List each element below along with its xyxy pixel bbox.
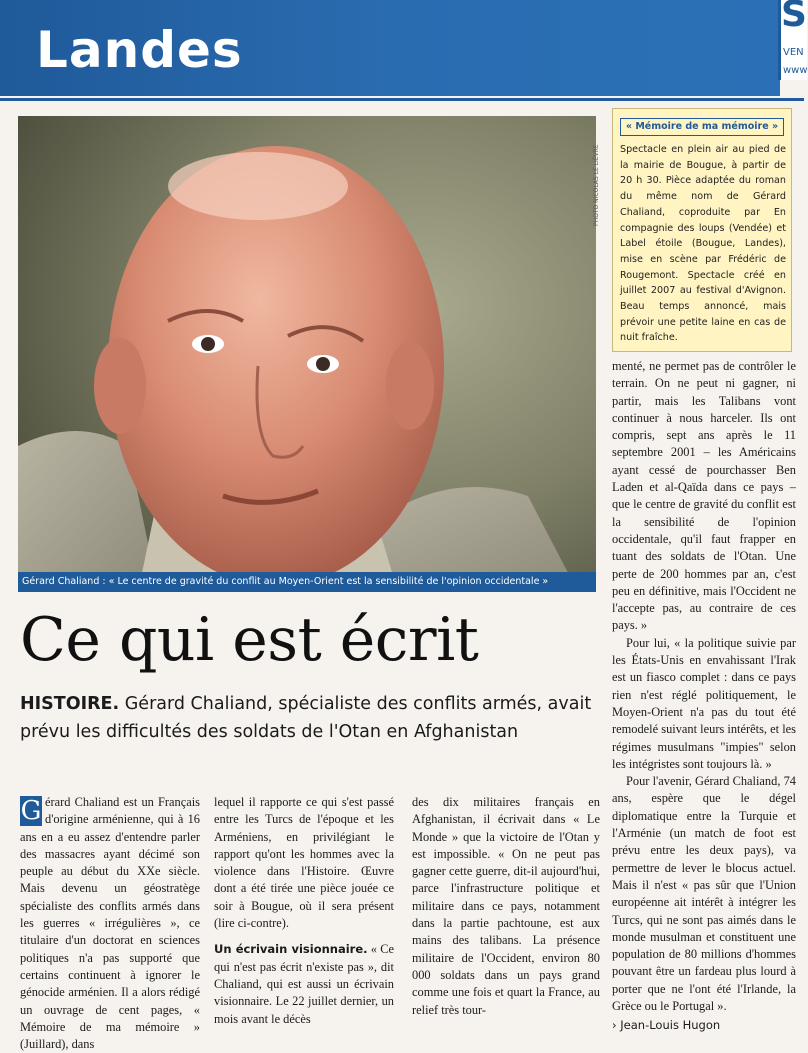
caption-quote: « Le centre de gravité du conflit au Moyen-Orient est la sensibilité de l'opinion occidentale » — [108, 576, 549, 587]
body-column-4 — [612, 358, 796, 1035]
col3-paragraph: des dix militaires français en Afghanistan, il écrivait dans « Le Monde » que la victoire de l'Otan y est impossible. « On ne peut pas gagner cette guerre, dit-il aujourd'hui, parce l'infrastructure politique et militaire dans ce pays, notamment dans la partie pachtoune, est aux mains des talibans. La présence militaire de l'Occident, environ 80 000 soldats dans un pays grand comme une fois et quart la France, au relief très tour- — [412, 795, 600, 1017]
runin-heading: Un écrivain visionnaire. — [214, 942, 368, 957]
event-info-title: « Mémoire de ma mémoire » — [620, 118, 784, 136]
event-info-body: Spectacle en plein air au pied de la mairie de Bougue, à partir de 20 h 30. Pièce adaptée du roman du même nom de Gérard Chaliand, coproduite par En compagnie des loups (Vendée) et Label étoile (Bougue, Landes), mise en scène par Frédéric de Rougemont. Spectacle créé en juillet 2007 au festival d'Avignon. Beau temps annoncé, mais prévoir une petite laine en cas de nuit fraîche. — [620, 144, 786, 344]
corner-line-2: www — [783, 65, 808, 76]
corner-line-1: VEN — [783, 47, 804, 58]
col2-text: « Ce qui n'est pas écrit n'existe pas », dit Chaliand, qui est aussi un écrivain visionnaire. Le 22 juillet dernier, un mois avant le décès — [214, 942, 394, 1026]
body-column-1 — [20, 794, 200, 1053]
body-column-2 — [214, 794, 394, 1028]
photo-caption — [18, 572, 596, 592]
photo-credit: PHOTO NICOLAS LE LIÈVRE — [593, 144, 600, 226]
portrait-photo — [18, 116, 596, 592]
col1-text: érard Chaliand est un Français d'origine arménienne, qui à 16 ans en a eu assez d'entendre parler des massacres ayant décimé son peuple au début du XXe siècle. Mais devenu un géostratège spécialiste des conflits armés dans les guerres « irrégulières », ce titulaire d'un doctorat en sciences politiques n'a pas supporté que certains continuent à ignorer le génocide arménien. Il a alors rédigé un ouvrage de cent pages, « Mémoire de ma mémoire » (Juillard), dans — [20, 795, 200, 1052]
subhead-kicker: HISTOIRE. — [20, 694, 120, 714]
header-rule — [0, 98, 804, 101]
col4-paragraph-1: menté, ne permet pas de contrôler le terrain. On ne peut ni gagner, ni partir, mais les Talibans vont continuer à nous harceler. Ils ont compris, sept ans après le 11 septembre 2001 – les Américains ayant cessé de pourchasser Ben Laden et al-Qaïda dans ce pays – que le centre de gravité du conflit est la sensibilité de l'opinion occidentale, qu'il faut frapper en tuant des soldats de l'Otan. Une perte de 200 hommes par an, c'est peu en définitive, mais l'Occident ne l'accepte pas, au contraire de ces pays. » — [612, 359, 796, 633]
masthead-letter: S — [781, 0, 807, 35]
col2-paragraph-2 — [214, 941, 394, 1027]
col4-paragraph-2: Pour lui, « la politique suivie par les États-Unis en envahissant l'Irak est un fiasco complet : dans ce pays rien n'est réglé politiquement, le Moyen-Orient n'a pas du tout été remodelé suivant leurs intérêts, et les régimes musulmans "impies" selon les intégristes sont toujours là. » — [612, 635, 796, 771]
headline: Ce qui est écrit — [20, 605, 479, 675]
subhead-text: Gérard Chaliand, spécialiste des conflits armés, avait prévu les difficultés des soldats de l'Otan en Afghanistan — [20, 694, 592, 742]
subheadline — [20, 690, 610, 746]
col4-paragraph-3: Pour l'avenir, Gérard Chaliand, 74 ans, espère que le dégel diplomatique entre la Turquie et l'Arménie (un match de foot est prévu entre les deux pays), va permettre de lever le blocus actuel. Mais il n'est « pas sûr que l'Union européenne ait intérêt à intégrer les Turcs, qui ne sont pas aimés dans le monde musulman et constituent une population de 80 millions d'hommes pouvant être un fardeau plus lourd à porter que ne l'ont été l'Irlande, la Grèce ou le Portugal ». — [612, 774, 796, 1013]
masthead-corner-text — [783, 44, 808, 80]
byline: › Jean-Louis Hugon — [612, 1018, 721, 1033]
caption-name: Gérard Chaliand : — [22, 576, 106, 587]
col2-paragraph-1: lequel il rapporte ce qui s'est passé entre les Turcs de l'époque et les Arméniens, en privilégiant le rapport qu'ont les hommes avec la violence dans l'Histoire. Œuvre dont a été tirée une pièce jouée ce soir à Bougue, où il sera présent (lire ci-contre). — [214, 795, 394, 931]
body-column-3 — [412, 794, 600, 1019]
author-name: Jean-Louis Hugon — [620, 1018, 721, 1033]
section-title: Landes — [36, 21, 243, 79]
drop-cap: G — [20, 796, 42, 826]
